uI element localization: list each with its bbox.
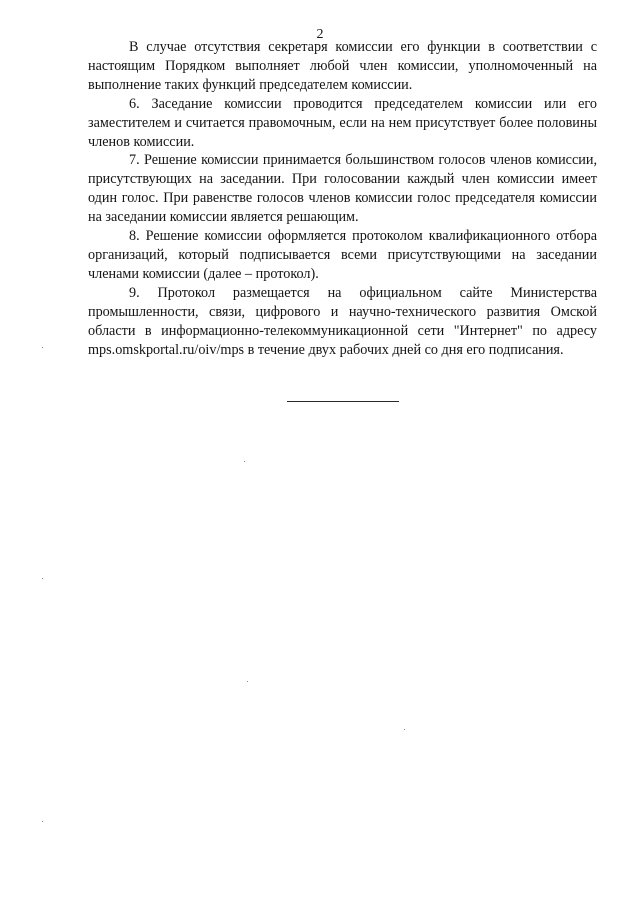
scan-speck	[404, 729, 405, 730]
scan-speck	[42, 347, 43, 348]
scan-speck	[244, 461, 245, 462]
page-number: 2	[316, 27, 324, 42]
paragraph-8-decision-protocol: 8. Решение комиссии оформляется протоколом квалификационного отбора организаций, который подписывается всеми присутствующими на заседании членами комиссии (далее – протокол).	[88, 228, 597, 282]
paragraph-secretary-substitution: В случае отсутствия секретаря комиссии его функции в соответствии с настоящим Порядком выполняет любой член комиссии, уполномоченный на выполнение таких функций председателем комиссии.	[88, 39, 597, 93]
paragraph-7-decision-voting: 7. Решение комиссии принимается большинством голосов членов комиссии, присутствующих на заседании. При голосовании каждый член комиссии имеет один голос. При равенстве голосов членов комиссии голос председателя комиссии на заседании комиссии является решающим.	[88, 152, 597, 226]
scan-speck	[247, 681, 248, 682]
document-body	[88, 38, 597, 359]
scan-speck	[42, 821, 43, 822]
paragraph-6-meeting-quorum: 6. Заседание комиссии проводится председателем комиссии или его заместителем и считается правомочным, если на нем присутствует более половины членов комиссии.	[88, 95, 597, 150]
paragraph-9-protocol-publication: 9. Протокол размещается на официальном сайте Министерства промышленности, связи, цифрового и научно-технического развития Омской области в информационно-телекоммуникационной сети "Интернет" по адресу mps.omskportal.ru/oiv/mps в течение двух рабочих дней со дня его подписания.	[88, 284, 597, 358]
scan-speck	[42, 578, 43, 579]
end-of-text-rule	[287, 401, 399, 402]
